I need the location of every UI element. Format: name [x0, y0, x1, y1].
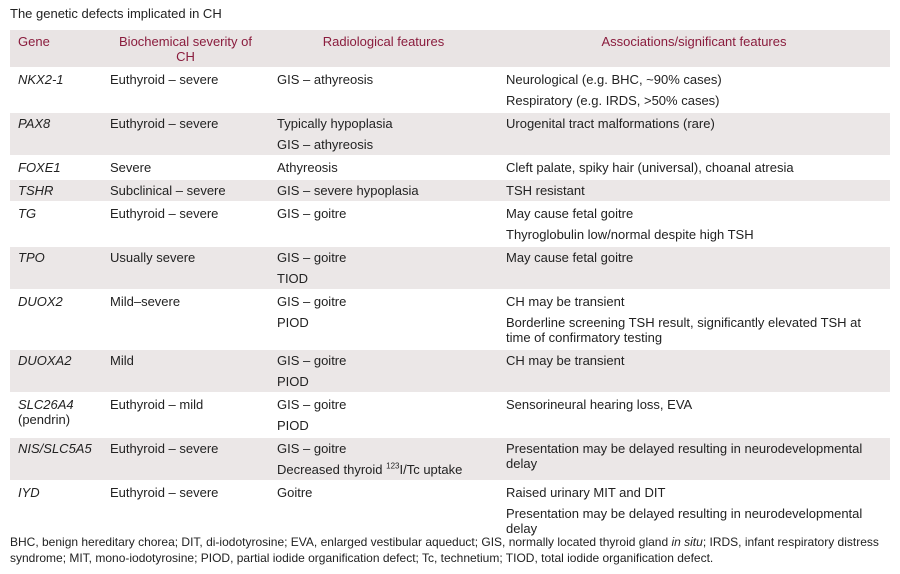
severity-cell: Mild	[102, 349, 269, 393]
association-line: Borderline screening TSH result, significantly elevated TSH at time of confirmatory testing	[506, 315, 862, 345]
radiology-line: GIS – goitre	[277, 206, 347, 221]
table-row	[10, 349, 890, 393]
radiology-line	[277, 462, 490, 477]
association-line: May cause fetal goitre	[506, 206, 634, 221]
table-row	[10, 246, 890, 290]
associations-cell	[498, 349, 890, 393]
table-title: The genetic defects implicated in CH	[10, 6, 222, 21]
association-line: Thyroglobulin low/normal despite high TSH	[506, 227, 754, 242]
severity-cell: Mild–severe	[102, 290, 269, 349]
association-line: Urogenital tract malformations (rare)	[506, 116, 715, 131]
gene-cell	[10, 349, 102, 393]
associations-cell	[498, 290, 890, 349]
association-line: Presentation may be delayed resulting in neurodevelopmental delay	[506, 506, 863, 536]
isotope-superscript: 123	[386, 461, 400, 471]
associations-cell	[498, 156, 890, 179]
footnote-italic: in situ	[671, 535, 703, 549]
gene-name: PAX8	[18, 116, 51, 131]
header-severity: Biochemical severity of CH	[102, 30, 269, 68]
association-line: Cleft palate, spiky hair (universal), choanal atresia	[506, 160, 794, 175]
radiology-line: PIOD	[277, 374, 309, 389]
gene-cell	[10, 202, 102, 246]
radiology-line: GIS – goitre	[277, 294, 347, 309]
radiology-cell	[269, 290, 498, 349]
radiology-cell	[269, 349, 498, 393]
severity-cell: Severe	[102, 156, 269, 179]
severity-cell: Euthyroid – severe	[102, 481, 269, 540]
severity-cell: Usually severe	[102, 246, 269, 290]
associations-cell	[498, 179, 890, 202]
severity-cell: Euthyroid – severe	[102, 437, 269, 481]
table-row	[10, 68, 890, 112]
association-line: Respiratory (e.g. IRDS, >50% cases)	[506, 93, 720, 108]
gene-name: NKX2-1	[18, 72, 64, 87]
gene-name: FOXE1	[18, 160, 61, 175]
table-row	[10, 202, 890, 246]
radiology-line: Typically hypoplasia	[277, 116, 393, 131]
associations-cell	[498, 481, 890, 540]
gene-name: TPO	[18, 250, 45, 265]
genetic-defects-table	[10, 30, 890, 541]
radiology-line: PIOD	[277, 315, 309, 330]
abbreviations-footnote	[10, 534, 895, 566]
gene-cell	[10, 179, 102, 202]
footnote-text: ; IRDS, infant respiratory distress syndrome; MIT, mono-iodotyrosine; PIOD, partial iodide organification defect; Tc, technetium; TIOD, total iodide organification defect.	[10, 535, 879, 565]
association-line: Raised urinary MIT and DIT	[506, 485, 666, 500]
gene-name: NIS/SLC5A5	[18, 441, 92, 456]
table-row	[10, 393, 890, 437]
table-row	[10, 290, 890, 349]
severity-cell: Euthyroid – mild	[102, 393, 269, 437]
header-gene: Gene	[10, 30, 102, 68]
radiology-line: Athyreosis	[277, 160, 338, 175]
gene-cell	[10, 481, 102, 540]
gene-name: IYD	[18, 485, 40, 500]
table-row	[10, 112, 890, 156]
footnote-text: BHC, benign hereditary chorea; DIT, di-iodotyrosine; EVA, enlarged vestibular aqueduct; GIS, normally located thyroid gland	[10, 535, 672, 549]
association-line: CH may be transient	[506, 294, 625, 309]
table-row	[10, 156, 890, 179]
radiology-line: GIS – goitre	[277, 397, 347, 412]
header-associations: Associations/significant features	[498, 30, 890, 68]
associations-cell	[498, 437, 890, 481]
radiology-cell	[269, 481, 498, 540]
severity-cell: Euthyroid – severe	[102, 202, 269, 246]
gene-name: DUOXA2	[18, 353, 72, 368]
radiology-cell	[269, 112, 498, 156]
gene-cell	[10, 437, 102, 481]
header-row	[10, 30, 890, 68]
radiology-line: GIS – goitre	[277, 353, 347, 368]
associations-cell	[498, 393, 890, 437]
table-row	[10, 437, 890, 481]
gene-name: TSHR	[18, 183, 54, 198]
gene-alias: (pendrin)	[18, 412, 71, 427]
radiology-cell	[269, 437, 498, 481]
radiology-line: Goitre	[277, 485, 313, 500]
gene-cell	[10, 290, 102, 349]
gene-name: TG	[18, 206, 37, 221]
radiology-line: TIOD	[277, 271, 309, 286]
radiology-line: GIS – goitre	[277, 441, 347, 456]
gene-cell	[10, 68, 102, 112]
association-line: TSH resistant	[506, 183, 585, 198]
radiology-line: GIS – goitre	[277, 250, 347, 265]
radiology-cell	[269, 68, 498, 112]
gene-cell	[10, 393, 102, 437]
radiology-cell	[269, 179, 498, 202]
header-radiology: Radiological features	[269, 30, 498, 68]
radiology-text: I/Tc uptake	[399, 462, 463, 477]
radiology-line: PIOD	[277, 418, 309, 433]
radiology-cell	[269, 393, 498, 437]
associations-cell	[498, 202, 890, 246]
radiology-cell	[269, 246, 498, 290]
radiology-cell	[269, 156, 498, 179]
radiology-line: GIS – athyreosis	[277, 72, 374, 87]
gene-name: SLC26A4	[18, 397, 74, 412]
association-line: Neurological (e.g. BHC, ~90% cases)	[506, 72, 722, 87]
gene-name: DUOX2	[18, 294, 63, 309]
gene-cell	[10, 246, 102, 290]
associations-cell	[498, 246, 890, 290]
radiology-line: GIS – severe hypoplasia	[277, 183, 419, 198]
table-row	[10, 481, 890, 540]
severity-cell: Euthyroid – severe	[102, 68, 269, 112]
gene-cell	[10, 112, 102, 156]
association-line: Sensorineural hearing loss, EVA	[506, 397, 693, 412]
association-line: May cause fetal goitre	[506, 250, 634, 265]
associations-cell	[498, 112, 890, 156]
association-line: CH may be transient	[506, 353, 625, 368]
severity-cell: Euthyroid – severe	[102, 112, 269, 156]
radiology-text: Decreased thyroid	[277, 462, 387, 477]
radiology-cell	[269, 202, 498, 246]
association-line: Presentation may be delayed resulting in neurodevelopmental delay	[506, 441, 863, 471]
severity-cell: Subclinical – severe	[102, 179, 269, 202]
radiology-line: GIS – athyreosis	[277, 137, 374, 152]
gene-cell	[10, 156, 102, 179]
table-row	[10, 179, 890, 202]
associations-cell	[498, 68, 890, 112]
